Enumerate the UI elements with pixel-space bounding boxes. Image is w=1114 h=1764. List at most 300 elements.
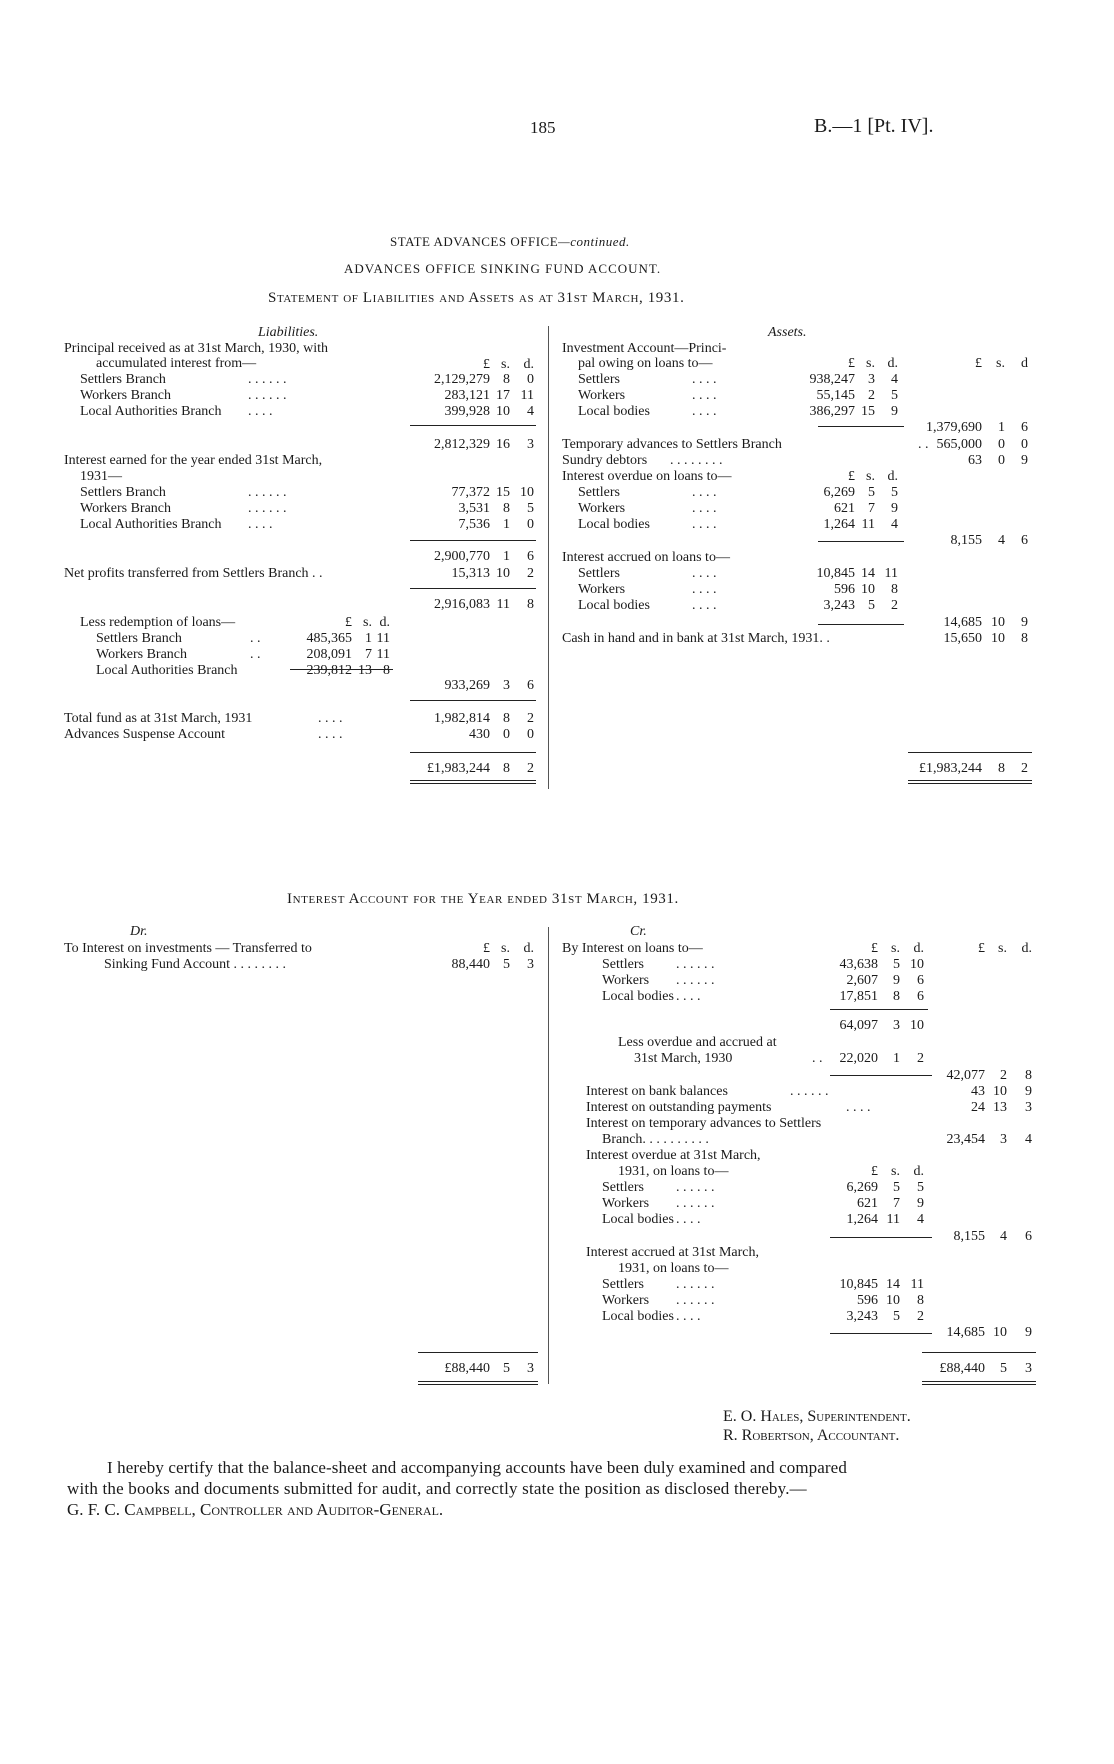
credit-temporary-line-2: Branch. . . . . . . . . . bbox=[602, 1132, 709, 1147]
interest-line-2: 1931— bbox=[80, 469, 122, 484]
accrued-row-label: Settlers bbox=[578, 566, 620, 581]
overdue-currency-pounds: £ bbox=[848, 469, 855, 484]
accrued-total-shillings: 10 bbox=[991, 615, 1005, 630]
credit-overdue-label: Settlers bbox=[602, 1180, 644, 1195]
principal-row-pounds: 283,121 bbox=[444, 388, 490, 403]
credit-loan-pounds: 43,638 bbox=[839, 957, 878, 972]
suspense-dots: . . . . bbox=[318, 727, 343, 742]
credit-temporary-pence: 4 bbox=[1025, 1132, 1032, 1147]
credit-accrued-line-2: 1931, on loans to— bbox=[618, 1261, 729, 1276]
principal-subtotal-pounds: 2,812,329 bbox=[434, 437, 490, 452]
liabilities-grand-total-shillings: 8 bbox=[503, 761, 510, 776]
debit-total-shillings: 5 bbox=[503, 1361, 510, 1376]
signature-superintendent-text: E. O. Hales, Superintendent. bbox=[723, 1408, 911, 1425]
credit-accrued-label: Settlers bbox=[602, 1277, 644, 1292]
principal-row-dots: . . . . bbox=[248, 404, 273, 419]
liabilities-total-double-rule bbox=[410, 780, 536, 784]
credit-bank-dots: . . . . . . bbox=[790, 1084, 829, 1099]
credit-loans-subtotal-pounds: 64,097 bbox=[839, 1018, 878, 1033]
cash-pence: 8 bbox=[1021, 631, 1028, 646]
principal-row-shillings: 8 bbox=[503, 372, 510, 387]
credit-bank-pence: 9 bbox=[1025, 1084, 1032, 1099]
interest-row-label: Workers Branch bbox=[80, 501, 172, 516]
redemption-total-pounds: 933,269 bbox=[444, 678, 490, 693]
redemption-row-dots: . . bbox=[250, 631, 261, 646]
credit-by-label: By Interest on loans to— bbox=[562, 941, 703, 956]
credit-less-pounds: 22,020 bbox=[839, 1051, 878, 1066]
suspense-shillings: 0 bbox=[503, 727, 510, 742]
redemption-row-pounds: 208,091 bbox=[306, 647, 352, 662]
credit-outstanding-shillings: 13 bbox=[993, 1100, 1007, 1115]
credit-total-rule bbox=[922, 1352, 1036, 1353]
credit-accrued-dots: . . . . . . bbox=[676, 1277, 715, 1292]
liabilities-grand-total-pence: 2 bbox=[527, 761, 534, 776]
certificate-line-1: I hereby certify that the balance-sheet and accompanying accounts have been duly examined and compared bbox=[107, 1458, 847, 1477]
credit-overdue-total-pence: 6 bbox=[1025, 1229, 1032, 1244]
credit-loan-pence: 6 bbox=[917, 989, 924, 1004]
principal-subtotal-rule bbox=[410, 425, 536, 426]
principal-subtotal-pence: 3 bbox=[527, 437, 534, 452]
overdue-total-shillings: 4 bbox=[998, 533, 1005, 548]
principal-line-2: accumulated interest from— bbox=[96, 356, 257, 371]
credit-less-pence: 2 bbox=[917, 1051, 924, 1066]
credit-overdue-currency-pounds: £ bbox=[871, 1164, 878, 1179]
credit-overdue-total-pounds: 8,155 bbox=[953, 1229, 985, 1244]
redemption-row-pence: 11 bbox=[376, 631, 390, 646]
interest-row-pence: 10 bbox=[520, 485, 534, 500]
credit-outstanding-dots: . . . . bbox=[846, 1100, 871, 1115]
principal-row-label: Local Authorities Branch bbox=[80, 404, 222, 419]
credit-outstanding-label: Interest on outstanding payments bbox=[586, 1100, 772, 1115]
assets-total-double-rule bbox=[908, 780, 1032, 784]
debit-total-double-rule bbox=[418, 1381, 538, 1385]
credit-loan-label: Local bodies bbox=[602, 989, 674, 1004]
redemption-rule bbox=[290, 669, 393, 670]
redemption-row-label: Workers Branch bbox=[96, 647, 188, 662]
total-fund-pence: 2 bbox=[527, 711, 534, 726]
net-profits-pence: 2 bbox=[527, 566, 534, 581]
credit-temporary-line-1: Interest on temporary advances to Settlers bbox=[586, 1116, 822, 1131]
credit-accrued-rule bbox=[830, 1333, 932, 1334]
accrued-row-label: Local bodies bbox=[578, 598, 650, 613]
interest-line-1: Interest earned for the year ended 31st March, bbox=[64, 453, 323, 468]
credit-accrued-pence: 2 bbox=[917, 1309, 924, 1324]
assets-total-rule bbox=[908, 752, 1032, 753]
investment-rule bbox=[818, 426, 904, 427]
credit-overdue-dots: . . . . . . bbox=[676, 1180, 715, 1195]
investment-row-pence: 5 bbox=[891, 388, 898, 403]
accrued-rule bbox=[818, 624, 904, 625]
credit-overdue-dots: . . . . bbox=[676, 1212, 701, 1227]
office-title-text: STATE ADVANCES OFFICE bbox=[390, 234, 559, 249]
credit-overdue-rule bbox=[830, 1237, 932, 1238]
investment-row-label: Local bodies bbox=[578, 404, 650, 419]
overdue-row-label: Settlers bbox=[578, 485, 620, 500]
interest-row-dots: . . . . . . bbox=[248, 501, 287, 516]
total-fund-pounds: 1,982,814 bbox=[434, 711, 490, 726]
credit-net-shillings: 2 bbox=[1000, 1068, 1007, 1083]
interest-row-shillings: 15 bbox=[496, 485, 510, 500]
credit-inner-currency-shillings: s. bbox=[891, 941, 900, 956]
accrued-row-dots: . . . . bbox=[692, 566, 717, 581]
credit-loans-subtotal-pence: 10 bbox=[910, 1018, 924, 1033]
credit-overdue-label: Local bodies bbox=[602, 1212, 674, 1227]
office-title-suffix: —continued. bbox=[558, 234, 630, 249]
investment-row-label: Settlers bbox=[578, 372, 620, 387]
principal-row-dots: . . . . . . bbox=[248, 372, 287, 387]
overdue-total-pence: 6 bbox=[1021, 533, 1028, 548]
investment-total-shillings: 1 bbox=[998, 420, 1005, 435]
liabilities-subtotal-pounds: 2,916,083 bbox=[434, 597, 490, 612]
assets-heading: Assets. bbox=[768, 325, 807, 340]
redemption-row-shillings: 13 bbox=[358, 663, 372, 678]
investment-row-shillings: 15 bbox=[861, 404, 875, 419]
redemption-row-shillings: 7 bbox=[365, 647, 372, 662]
credit-accrued-dots: . . . . bbox=[676, 1309, 701, 1324]
principal-subtotal-shillings: 16 bbox=[496, 437, 510, 452]
temporary-dots: . . bbox=[918, 437, 929, 452]
liabilities-grand-total-pounds: £1,983,244 bbox=[427, 761, 490, 776]
accrued-row-dots: . . . . bbox=[692, 598, 717, 613]
principal-row-shillings: 10 bbox=[496, 404, 510, 419]
credit-less-rule bbox=[830, 1075, 932, 1076]
cash-label: Cash in hand and in bank at 31st March, 1931. . bbox=[562, 631, 830, 646]
accrued-label: Interest accrued on loans to— bbox=[562, 550, 730, 565]
credit-bank-label: Interest on bank balances bbox=[586, 1084, 728, 1099]
overdue-row-dots: . . . . bbox=[692, 485, 717, 500]
credit-total-double-rule bbox=[922, 1381, 1036, 1385]
credit-accrued-shillings: 10 bbox=[886, 1293, 900, 1308]
investment-row-pence: 9 bbox=[891, 404, 898, 419]
redemption-row-pence: 11 bbox=[376, 647, 390, 662]
credit-overdue-pounds: 621 bbox=[857, 1196, 878, 1211]
temporary-pounds: 565,000 bbox=[936, 437, 982, 452]
debit-line-1: To Interest on investments — Transferred to bbox=[64, 941, 312, 956]
net-profits-label: Net profits transferred from Settlers Branch . . bbox=[64, 566, 323, 581]
investment-row-dots: . . . . bbox=[692, 404, 717, 419]
accrued-row-dots: . . . . bbox=[692, 582, 717, 597]
overdue-row-shillings: 7 bbox=[868, 501, 875, 516]
credit-loan-label: Settlers bbox=[602, 957, 644, 972]
overdue-row-label: Workers bbox=[578, 501, 626, 516]
credit-inner-currency-pounds: £ bbox=[871, 941, 878, 956]
interest-row-pence: 5 bbox=[527, 501, 534, 516]
credit-overdue-line-1: Interest overdue at 31st March, bbox=[586, 1148, 761, 1163]
interest-row-shillings: 1 bbox=[503, 517, 510, 532]
accrued-row-shillings: 10 bbox=[861, 582, 875, 597]
sundry-shillings: 0 bbox=[998, 453, 1005, 468]
principal-row-shillings: 17 bbox=[496, 388, 510, 403]
debit-total-pounds: £88,440 bbox=[444, 1361, 490, 1376]
interest-subtotal-shillings: 1 bbox=[503, 549, 510, 564]
interest-row-pence: 0 bbox=[527, 517, 534, 532]
credit-accrued-dots: . . . . . . bbox=[676, 1293, 715, 1308]
principal-row-pounds: 2,129,279 bbox=[434, 372, 490, 387]
suspense-pence: 0 bbox=[527, 727, 534, 742]
credit-overdue-shillings: 7 bbox=[893, 1196, 900, 1211]
credit-overdue-shillings: 5 bbox=[893, 1180, 900, 1195]
credit-bank-shillings: 10 bbox=[993, 1084, 1007, 1099]
certificate-line-2: with the books and documents submitted for audit, and correctly state the position as disclosed thereby.— bbox=[67, 1479, 807, 1498]
credit-overdue-label: Workers bbox=[602, 1196, 650, 1211]
principal-row-pence: 0 bbox=[527, 372, 534, 387]
overdue-row-dots: . . . . bbox=[692, 501, 717, 516]
credit-bank-pounds: 43 bbox=[971, 1084, 985, 1099]
overdue-row-pounds: 1,264 bbox=[823, 517, 855, 532]
credit-loan-label: Workers bbox=[602, 973, 650, 988]
assets-outer-currency-pounds: £ bbox=[975, 356, 982, 371]
liabilities-currency-pence: d. bbox=[523, 357, 534, 372]
sundry-pounds: 63 bbox=[968, 453, 982, 468]
document-reference: B.—1 [Pt. IV]. bbox=[814, 115, 934, 137]
accrued-row-pounds: 596 bbox=[834, 582, 855, 597]
credit-net-pence: 8 bbox=[1025, 1068, 1032, 1083]
assets-grand-total-pounds: £1,983,244 bbox=[919, 761, 982, 776]
account-title: ADVANCES OFFICE SINKING FUND ACCOUNT. bbox=[344, 261, 662, 276]
overdue-row-shillings: 11 bbox=[861, 517, 875, 532]
accrued-row-pence: 2 bbox=[891, 598, 898, 613]
interest-subtotal-pounds: 2,900,770 bbox=[434, 549, 490, 564]
overdue-row-dots: . . . . bbox=[692, 517, 717, 532]
certificate-line-3: G. F. C. Campbell, Controller and Auditor-General. bbox=[67, 1500, 444, 1519]
principal-row-label: Workers Branch bbox=[80, 388, 172, 403]
credit-accrued-pence: 11 bbox=[910, 1277, 924, 1292]
credit-accrued-shillings: 14 bbox=[886, 1277, 900, 1292]
credit-loan-pounds: 17,851 bbox=[839, 989, 878, 1004]
accrued-total-pence: 9 bbox=[1021, 615, 1028, 630]
interest-row-label: Settlers Branch bbox=[80, 485, 166, 500]
investment-line-2: pal owing on loans to— bbox=[578, 356, 713, 371]
investment-row-pounds: 938,247 bbox=[809, 372, 855, 387]
debit-total-rule bbox=[418, 1352, 538, 1353]
overdue-row-shillings: 5 bbox=[868, 485, 875, 500]
signature-accountant-text: R. Robertson, Accountant. bbox=[723, 1427, 900, 1444]
redemption-total-shillings: 3 bbox=[503, 678, 510, 693]
credit-accrued-line-1: Interest accrued at 31st March, bbox=[586, 1245, 759, 1260]
investment-row-dots: . . . . bbox=[692, 388, 717, 403]
cash-shillings: 10 bbox=[991, 631, 1005, 646]
signature-superintendent bbox=[723, 1409, 911, 1425]
overdue-row-pounds: 6,269 bbox=[823, 485, 855, 500]
redemption-row-dots: . . bbox=[250, 647, 261, 662]
overdue-rule bbox=[818, 541, 904, 542]
accrued-row-label: Workers bbox=[578, 582, 626, 597]
credit-net-pounds: 42,077 bbox=[946, 1068, 985, 1083]
liabilities-currency-pounds: £ bbox=[483, 357, 490, 372]
credit-temporary-shillings: 3 bbox=[1000, 1132, 1007, 1147]
debit-currency-pence: d. bbox=[523, 941, 534, 956]
interest-account-divider bbox=[548, 927, 549, 1384]
credit-loan-dots: . . . . . . bbox=[676, 973, 715, 988]
accrued-row-pounds: 3,243 bbox=[823, 598, 855, 613]
assets-outer-currency-pence: d bbox=[1021, 356, 1028, 371]
redemption-currency-shillings: s. bbox=[363, 615, 372, 630]
accrued-total-pounds: 14,685 bbox=[943, 615, 982, 630]
liabilities-total-rule bbox=[410, 752, 536, 753]
balance-sheet-divider bbox=[548, 326, 549, 789]
credit-loan-dots: . . . . . . bbox=[676, 957, 715, 972]
credit-less-line-1: Less overdue and accrued at bbox=[618, 1035, 777, 1050]
debit-line-2: Sinking Fund Account . . . . . . . . bbox=[104, 957, 287, 972]
principal-row-pounds: 399,928 bbox=[444, 404, 490, 419]
total-fund-dots: . . . . bbox=[318, 711, 343, 726]
total-fund-shillings: 8 bbox=[503, 711, 510, 726]
interest-subtotal-pence: 6 bbox=[527, 549, 534, 564]
principal-line-1: Principal received as at 31st March, 1930, with bbox=[64, 341, 328, 356]
total-fund-label: Total fund as at 31st March, 1931 bbox=[64, 711, 253, 726]
investment-row-shillings: 2 bbox=[868, 388, 875, 403]
page-number: 185 bbox=[530, 118, 556, 137]
credit-overdue-pence: 5 bbox=[917, 1180, 924, 1195]
overdue-row-pounds: 621 bbox=[834, 501, 855, 516]
credit-inner-currency-pence: d. bbox=[913, 941, 924, 956]
interest-row-pounds: 7,536 bbox=[458, 517, 490, 532]
credit-outer-currency-pence: d. bbox=[1021, 941, 1032, 956]
redemption-row-label: Local Authorities Branch bbox=[96, 663, 238, 678]
credit-accrued-total-pounds: 14,685 bbox=[946, 1325, 985, 1340]
debit-amount-shillings: 5 bbox=[503, 957, 510, 972]
credit-loan-pence: 10 bbox=[910, 957, 924, 972]
credit-loans-subtotal-shillings: 3 bbox=[893, 1018, 900, 1033]
credit-loan-pence: 6 bbox=[917, 973, 924, 988]
net-profits-shillings: 10 bbox=[496, 566, 510, 581]
temporary-shillings: 0 bbox=[998, 437, 1005, 452]
credit-outstanding-pence: 3 bbox=[1025, 1100, 1032, 1115]
interest-account-title: Interest Account for the Year ended 31st March, 1931. bbox=[287, 891, 679, 907]
principal-row-label: Settlers Branch bbox=[80, 372, 166, 387]
debit-amount-pence: 3 bbox=[527, 957, 534, 972]
redemption-row-shillings: 1 bbox=[365, 631, 372, 646]
interest-row-pounds: 3,531 bbox=[458, 501, 490, 516]
credit-accrued-pence: 8 bbox=[917, 1293, 924, 1308]
interest-row-pounds: 77,372 bbox=[451, 485, 490, 500]
credit-less-line-2: 31st March, 1930 bbox=[634, 1051, 733, 1066]
credit-loan-shillings: 8 bbox=[893, 989, 900, 1004]
interest-row-label: Local Authorities Branch bbox=[80, 517, 222, 532]
credit-overdue-pence: 4 bbox=[917, 1212, 924, 1227]
principal-row-pence: 11 bbox=[520, 388, 534, 403]
credit-total-shillings: 5 bbox=[1000, 1361, 1007, 1376]
accrued-row-shillings: 14 bbox=[861, 566, 875, 581]
credit-overdue-pounds: 6,269 bbox=[846, 1180, 878, 1195]
credit-overdue-pounds: 1,264 bbox=[846, 1212, 878, 1227]
assets-grand-total-shillings: 8 bbox=[998, 761, 1005, 776]
credit-loans-rule bbox=[830, 1009, 928, 1010]
overdue-currency-pence: d. bbox=[887, 469, 898, 484]
interest-subtotal-rule bbox=[410, 540, 536, 541]
liabilities-heading: Liabilities. bbox=[258, 325, 319, 340]
credit-total-pence: 3 bbox=[1025, 1361, 1032, 1376]
investment-total-pence: 6 bbox=[1021, 420, 1028, 435]
credit-total-pounds: £88,440 bbox=[939, 1361, 985, 1376]
credit-loan-pounds: 2,607 bbox=[846, 973, 878, 988]
redemption-total-pence: 6 bbox=[527, 678, 534, 693]
temporary-pence: 0 bbox=[1021, 437, 1028, 452]
sundry-pence: 9 bbox=[1021, 453, 1028, 468]
debit-amount-pounds: 88,440 bbox=[451, 957, 490, 972]
overdue-label: Interest overdue on loans to— bbox=[562, 469, 732, 484]
credit-heading: Cr. bbox=[630, 924, 647, 939]
credit-overdue-currency-shillings: s. bbox=[891, 1164, 900, 1179]
investment-row-pence: 4 bbox=[891, 372, 898, 387]
credit-temporary-pounds: 23,454 bbox=[946, 1132, 985, 1147]
redemption-row-label: Settlers Branch bbox=[96, 631, 182, 646]
principal-row-pence: 4 bbox=[527, 404, 534, 419]
suspense-label: Advances Suspense Account bbox=[64, 727, 225, 742]
accrued-row-pence: 8 bbox=[891, 582, 898, 597]
overdue-currency-shillings: s. bbox=[866, 469, 875, 484]
overdue-row-pence: 9 bbox=[891, 501, 898, 516]
redemption-row-pounds: 239,812 bbox=[306, 663, 352, 678]
investment-row-shillings: 3 bbox=[868, 372, 875, 387]
credit-overdue-currency-pence: d. bbox=[913, 1164, 924, 1179]
liabilities-subtotal-pence: 8 bbox=[527, 597, 534, 612]
credit-accrued-label: Local bodies bbox=[602, 1309, 674, 1324]
overdue-row-pence: 5 bbox=[891, 485, 898, 500]
interest-row-dots: . . . . . . bbox=[248, 485, 287, 500]
liabilities-currency-shillings: s. bbox=[501, 357, 510, 372]
credit-overdue-pence: 9 bbox=[917, 1196, 924, 1211]
credit-loan-shillings: 9 bbox=[893, 973, 900, 988]
credit-accrued-total-pence: 9 bbox=[1025, 1325, 1032, 1340]
net-profits-rule bbox=[410, 588, 536, 589]
debit-currency-shillings: s. bbox=[501, 941, 510, 956]
principal-row-dots: . . . . . . bbox=[248, 388, 287, 403]
accrued-row-pounds: 10,845 bbox=[816, 566, 855, 581]
credit-accrued-pounds: 10,845 bbox=[839, 1277, 878, 1292]
overdue-total-pounds: 8,155 bbox=[950, 533, 982, 548]
investment-total-pounds: 1,379,690 bbox=[926, 420, 982, 435]
assets-inner-currency-pounds: £ bbox=[848, 356, 855, 371]
assets-outer-currency-shillings: s. bbox=[996, 356, 1005, 371]
credit-accrued-label: Workers bbox=[602, 1293, 650, 1308]
credit-outer-currency-shillings: s. bbox=[998, 941, 1007, 956]
temporary-label: Temporary advances to Settlers Branch bbox=[562, 437, 782, 452]
accrued-row-pence: 11 bbox=[884, 566, 898, 581]
credit-less-dots: . . bbox=[812, 1051, 823, 1066]
investment-row-label: Workers bbox=[578, 388, 626, 403]
credit-accrued-total-shillings: 10 bbox=[993, 1325, 1007, 1340]
statement-title: Statement of Liabilities and Assets as at 31st March, 1931. bbox=[268, 290, 685, 306]
overdue-row-label: Local bodies bbox=[578, 517, 650, 532]
interest-row-shillings: 8 bbox=[503, 501, 510, 516]
redemption-total-rule bbox=[410, 700, 536, 701]
investment-row-pounds: 55,145 bbox=[816, 388, 855, 403]
suspense-pounds: 430 bbox=[469, 727, 490, 742]
investment-row-pounds: 386,297 bbox=[809, 404, 855, 419]
redemption-row-pence: 8 bbox=[383, 663, 390, 678]
assets-grand-total-pence: 2 bbox=[1021, 761, 1028, 776]
debit-heading: Dr. bbox=[130, 924, 148, 939]
sundry-dots: . . . . . . . . bbox=[670, 453, 723, 468]
interest-row-dots: . . . . bbox=[248, 517, 273, 532]
assets-inner-currency-pence: d. bbox=[887, 356, 898, 371]
credit-accrued-pounds: 596 bbox=[857, 1293, 878, 1308]
overdue-row-pence: 4 bbox=[891, 517, 898, 532]
redemption-currency-pence: d. bbox=[379, 615, 390, 630]
debit-total-pence: 3 bbox=[527, 1361, 534, 1376]
office-title bbox=[390, 234, 630, 250]
debit-currency-pounds: £ bbox=[483, 941, 490, 956]
credit-outer-currency-pounds: £ bbox=[978, 941, 985, 956]
credit-accrued-shillings: 5 bbox=[893, 1309, 900, 1324]
assets-inner-currency-shillings: s. bbox=[866, 356, 875, 371]
credit-accrued-pounds: 3,243 bbox=[846, 1309, 878, 1324]
credit-overdue-line-2: 1931, on loans to— bbox=[618, 1164, 729, 1179]
credit-loan-shillings: 5 bbox=[893, 957, 900, 972]
net-profits-pounds: 15,313 bbox=[451, 566, 490, 581]
redemption-row-pounds: 485,365 bbox=[306, 631, 352, 646]
